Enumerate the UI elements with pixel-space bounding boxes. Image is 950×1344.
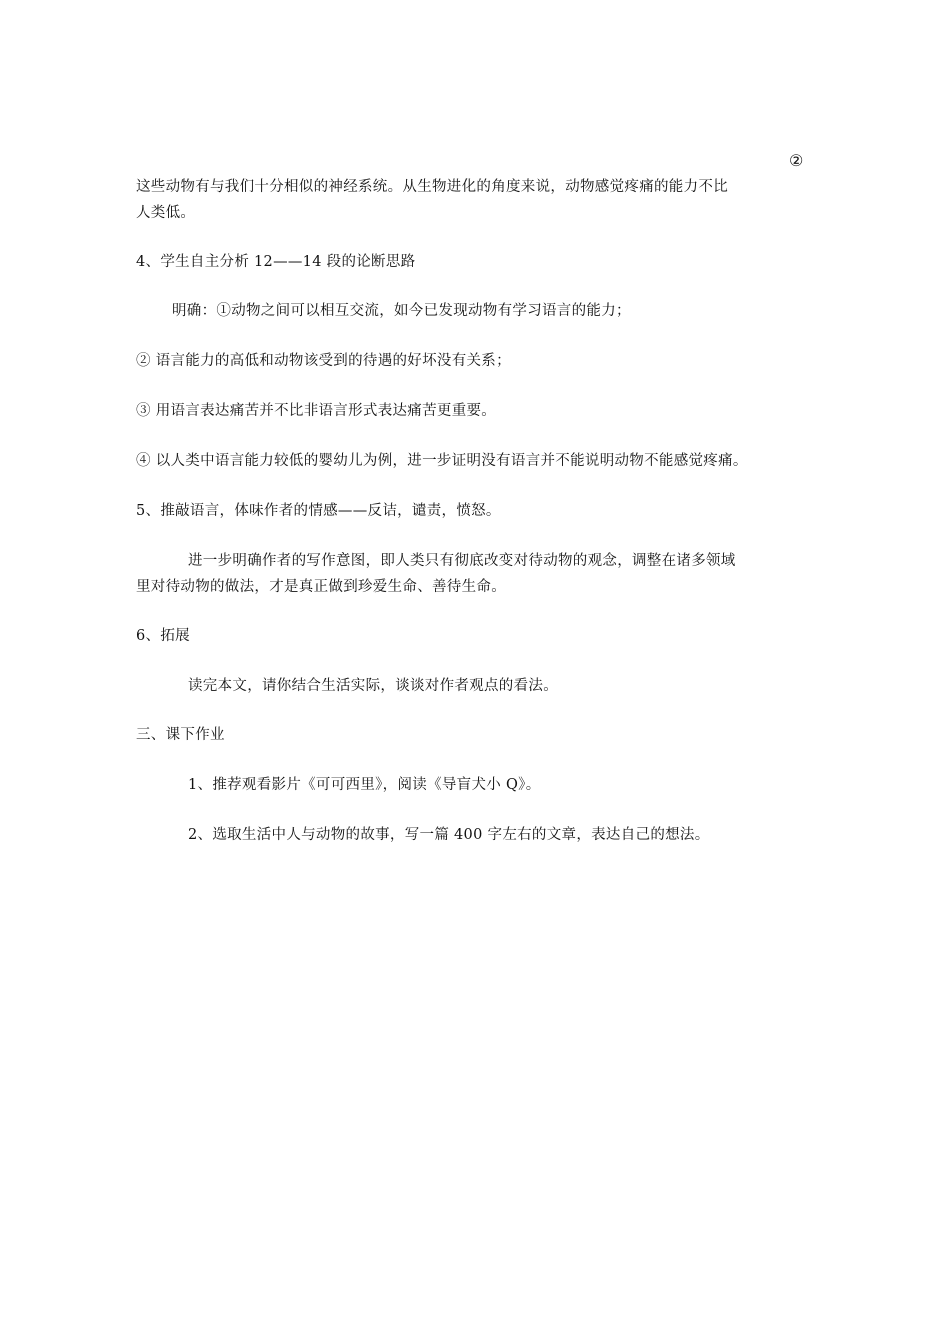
list-item: ④ 以人类中语言能力较低的婴幼儿为例，进一步证明没有语言并不能说明动物不能感觉疼痛。 — [136, 453, 748, 469]
paragraph-line: 里对待动物的做法，才是真正做到珍爱生命、善待生命。 — [136, 579, 506, 595]
list-item: ③ 用语言表达痛苦并不比非语言形式表达痛苦更重要。 — [136, 403, 497, 419]
paragraph-line: 这些动物有与我们十分相似的神经系统。从生物进化的角度来说，动物感觉疼痛的能力不比 — [136, 179, 728, 195]
paragraph-line: 读完本文，请你结合生活实际，谈谈对作者观点的看法。 — [188, 678, 558, 694]
paragraph-line: 进一步明确作者的写作意图，即人类只有彻底改变对待动物的观念，调整在诸多领域 — [188, 553, 736, 569]
section-heading: 5、推敲语言，体味作者的情感——反诘，谴责，愤怒。 — [136, 503, 501, 519]
section-heading: 4、学生自主分析 12——14 段的论断思路 — [136, 254, 416, 270]
paragraph-line: 明确：①动物之间可以相互交流，如今已发现动物有学习语言的能力； — [172, 303, 631, 319]
list-item: 1、推荐观看影片《可可西里》，阅读《导盲犬小 Q》。 — [188, 777, 541, 793]
paragraph-line: 人类低。 — [136, 205, 196, 221]
list-item: 2、选取生活中人与动物的故事，写一篇 400 字左右的文章，表达自己的想法。 — [188, 827, 710, 843]
section-heading: 6、拓展 — [136, 628, 190, 644]
list-item: ② 语言能力的高低和动物该受到的待遇的好坏没有关系； — [136, 353, 511, 369]
circled-number-marker: ② — [789, 151, 804, 170]
section-heading: 三、课下作业 — [136, 727, 225, 743]
